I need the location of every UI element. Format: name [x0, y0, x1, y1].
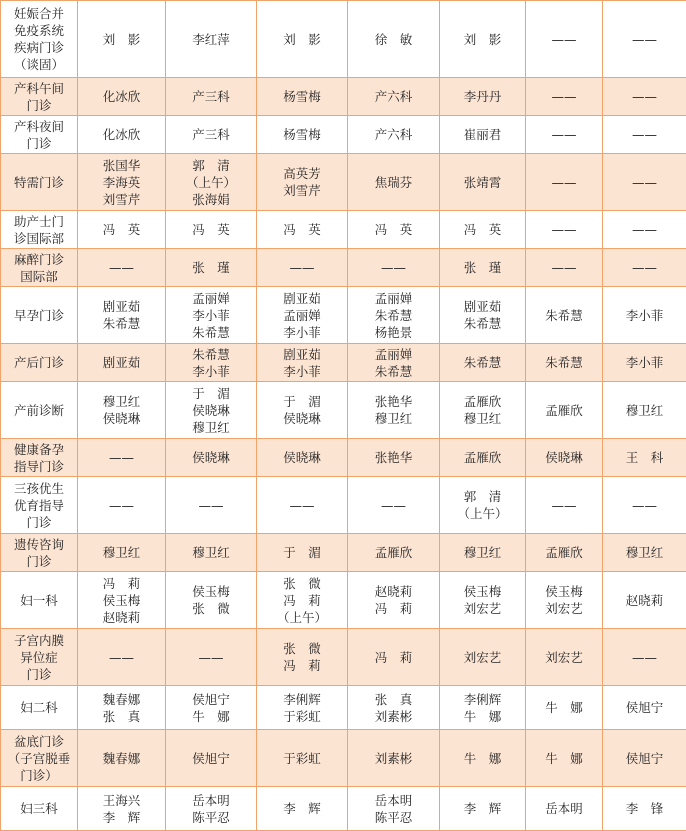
dept-name-cell: 盆底门诊 （子宫脱垂 门诊） — [1, 730, 78, 787]
doctor-cell: 岳本明 — [526, 787, 603, 831]
doctor-cell: 岳本明 陈平忍 — [166, 787, 257, 831]
table-row — [1, 78, 686, 116]
doctor-cell: 冯 莉 — [348, 629, 440, 686]
doctor-cell: 孟雁欣 — [348, 534, 440, 572]
dept-name-cell: 子宫内膜 异位症 门诊 — [1, 629, 78, 686]
doctor-cell: 剧亚茹 李小菲 — [257, 344, 348, 382]
doctor-cell: 产六科 — [348, 78, 440, 116]
doctor-cell: 李红萍 — [166, 1, 257, 78]
doctor-cell: 岳本明 陈平忍 — [348, 787, 440, 831]
doctor-cell: 于 湄 — [257, 534, 348, 572]
doctor-cell: 侯晓琳 — [166, 439, 257, 477]
doctor-cell: 杨雪梅 — [257, 116, 348, 154]
doctor-cell: 冯 英 — [440, 211, 526, 249]
doctor-cell: 张 瑾 — [440, 249, 526, 287]
doctor-cell: 化冰欣 — [78, 78, 166, 116]
table-row — [1, 439, 686, 477]
doctor-cell: 张艳华 穆卫红 — [348, 382, 440, 439]
doctor-cell: 朱希慧 — [526, 344, 603, 382]
doctor-cell: —— — [166, 477, 257, 534]
doctor-cell: —— — [603, 154, 686, 211]
table-row — [1, 249, 686, 287]
doctor-cell: 张国华 李海英 刘雪芹 — [78, 154, 166, 211]
doctor-cell: 朱希慧 李小菲 — [166, 344, 257, 382]
doctor-cell: 朱希慧 — [440, 344, 526, 382]
doctor-cell: 产六科 — [348, 116, 440, 154]
doctor-cell: 张艳华 — [348, 439, 440, 477]
doctor-cell: 赵晓莉 冯 莉 — [348, 572, 440, 629]
table-row — [1, 344, 686, 382]
doctor-cell: 魏春娜 张 真 — [78, 686, 166, 730]
doctor-cell: 穆卫红 侯晓琳 — [78, 382, 166, 439]
dept-name-cell: 产科夜间 门诊 — [1, 116, 78, 154]
table-row — [1, 116, 686, 154]
doctor-cell: —— — [603, 116, 686, 154]
dept-name-cell: 产后门诊 — [1, 344, 78, 382]
doctor-cell: 崔丽君 — [440, 116, 526, 154]
doctor-cell: —— — [78, 439, 166, 477]
doctor-cell: 侯玉梅 刘宏艺 — [440, 572, 526, 629]
table-row — [1, 211, 686, 249]
doctor-cell: 高英芳 刘雪芹 — [257, 154, 348, 211]
doctor-cell: 孟丽婵 朱希慧 — [348, 344, 440, 382]
doctor-cell: —— — [348, 477, 440, 534]
doctor-cell: 穆卫红 — [78, 534, 166, 572]
doctor-cell: 魏春娜 — [78, 730, 166, 787]
doctor-cell: 张 真 刘素彬 — [348, 686, 440, 730]
dept-name-cell: 健康备孕 指导门诊 — [1, 439, 78, 477]
doctor-cell: 孟雁欣 穆卫红 — [440, 382, 526, 439]
doctor-cell: 张靖霄 — [440, 154, 526, 211]
doctor-cell: —— — [526, 477, 603, 534]
doctor-cell: 穆卫红 — [603, 382, 686, 439]
doctor-cell: 牛 娜 — [526, 730, 603, 787]
doctor-cell: 冯 英 — [348, 211, 440, 249]
doctor-cell: —— — [526, 249, 603, 287]
doctor-cell: 侯晓琳 — [526, 439, 603, 477]
dept-name-cell: 妇三科 — [1, 787, 78, 831]
doctor-cell: 刘 影 — [440, 1, 526, 78]
doctor-cell: 侯晓琳 — [257, 439, 348, 477]
dept-name-cell: 产科午间 门诊 — [1, 78, 78, 116]
doctor-cell: 孟雁欣 — [526, 534, 603, 572]
doctor-cell: 剧亚茹 — [78, 344, 166, 382]
doctor-cell: 李小菲 — [603, 287, 686, 344]
doctor-cell: 于 湄 侯晓琳 — [257, 382, 348, 439]
doctor-cell: —— — [526, 211, 603, 249]
doctor-cell: 徐 敏 — [348, 1, 440, 78]
table-row — [1, 534, 686, 572]
doctor-cell: 李 辉 — [440, 787, 526, 831]
doctor-cell: —— — [526, 116, 603, 154]
doctor-cell: —— — [166, 629, 257, 686]
doctor-cell: 李俐辉 于彩虹 — [257, 686, 348, 730]
doctor-cell: 化冰欣 — [78, 116, 166, 154]
doctor-cell: 侯旭宁 — [603, 730, 686, 787]
table-row — [1, 572, 686, 629]
table-row — [1, 287, 686, 344]
doctor-cell: 冯 英 — [257, 211, 348, 249]
doctor-cell: 冯 英 — [166, 211, 257, 249]
doctor-cell: —— — [526, 78, 603, 116]
dept-name-cell: 助产士门 诊国际部 — [1, 211, 78, 249]
doctor-cell: —— — [257, 477, 348, 534]
doctor-cell: 张 微 冯 莉 — [257, 629, 348, 686]
dept-name-cell: 早孕门诊 — [1, 287, 78, 344]
dept-name-cell: 妊娠合并 免疫系统 疾病门诊 （谈固） — [1, 1, 78, 78]
doctor-cell: 于 湄 侯晓琳 穆卫红 — [166, 382, 257, 439]
doctor-cell: 产三科 — [166, 78, 257, 116]
doctor-cell: 冯 英 — [78, 211, 166, 249]
table-row — [1, 154, 686, 211]
dept-name-cell: 麻醉门诊 国际部 — [1, 249, 78, 287]
doctor-cell: —— — [603, 629, 686, 686]
doctor-cell: 孟丽婵 朱希慧 杨艳景 — [348, 287, 440, 344]
table-row — [1, 629, 686, 686]
doctor-cell: 剧亚茹 朱希慧 — [78, 287, 166, 344]
doctor-cell: 刘 影 — [257, 1, 348, 78]
doctor-cell: 侯旭宁 — [603, 686, 686, 730]
doctor-cell: 侯玉梅 张 微 — [166, 572, 257, 629]
doctor-cell: 侯旭宁 — [166, 730, 257, 787]
doctor-cell: 刘宏艺 — [440, 629, 526, 686]
doctor-cell: 穆卫红 — [603, 534, 686, 572]
dept-name-cell: 遗传咨询 门诊 — [1, 534, 78, 572]
table-row — [1, 382, 686, 439]
dept-name-cell: 妇二科 — [1, 686, 78, 730]
doctor-cell: 穆卫红 — [166, 534, 257, 572]
doctor-cell: 冯 莉 侯玉梅 赵晓莉 — [78, 572, 166, 629]
doctor-cell: 剧亚茹 朱希慧 — [440, 287, 526, 344]
doctor-cell: 李 辉 — [257, 787, 348, 831]
dept-name-cell: 产前诊断 — [1, 382, 78, 439]
doctor-cell: 李丹丹 — [440, 78, 526, 116]
doctor-cell: 焦瑞芬 — [348, 154, 440, 211]
table-row — [1, 477, 686, 534]
doctor-cell: 剧亚茹 孟丽婵 李小菲 — [257, 287, 348, 344]
doctor-cell: —— — [603, 78, 686, 116]
schedule-body — [1, 1, 686, 831]
doctor-cell: —— — [78, 249, 166, 287]
doctor-cell: —— — [257, 249, 348, 287]
doctor-cell: 产三科 — [166, 116, 257, 154]
doctor-cell: 孟丽婵 李小菲 朱希慧 — [166, 287, 257, 344]
doctor-cell: —— — [603, 211, 686, 249]
doctor-cell: 张 瑾 — [166, 249, 257, 287]
doctor-cell: 孟雁欣 — [526, 382, 603, 439]
doctor-cell: 李 锋 — [603, 787, 686, 831]
doctor-cell: 刘宏艺 — [526, 629, 603, 686]
dept-name-cell: 妇一科 — [1, 572, 78, 629]
doctor-cell: 郭 清 （上午） 张海娟 — [166, 154, 257, 211]
doctor-cell: —— — [526, 154, 603, 211]
doctor-cell: 牛 娜 — [440, 730, 526, 787]
doctor-cell: —— — [78, 477, 166, 534]
doctor-cell: —— — [603, 1, 686, 78]
table-row — [1, 1, 686, 78]
doctor-cell: 于彩虹 — [257, 730, 348, 787]
doctor-cell: 侯旭宁 牛 娜 — [166, 686, 257, 730]
table-row — [1, 686, 686, 730]
doctor-cell: —— — [526, 1, 603, 78]
doctor-cell: 王 科 — [603, 439, 686, 477]
doctor-cell: —— — [78, 629, 166, 686]
table-row — [1, 787, 686, 831]
doctor-cell: —— — [603, 249, 686, 287]
doctor-cell: 穆卫红 — [440, 534, 526, 572]
table-row — [1, 730, 686, 787]
doctor-cell: 孟雁欣 — [440, 439, 526, 477]
doctor-cell: 王海兴 李 辉 — [78, 787, 166, 831]
doctor-cell: 张 微 冯 莉 （上午） — [257, 572, 348, 629]
doctor-cell: 牛 娜 — [526, 686, 603, 730]
doctor-cell: —— — [603, 477, 686, 534]
doctor-cell: 赵晓莉 — [603, 572, 686, 629]
doctor-cell: 侯玉梅 刘宏艺 — [526, 572, 603, 629]
doctor-cell: 郭 清 （上午） — [440, 477, 526, 534]
doctor-cell: 李俐辉 牛 娜 — [440, 686, 526, 730]
doctor-cell: 李小菲 — [603, 344, 686, 382]
dept-name-cell: 三孩优生 优育指导 门诊 — [1, 477, 78, 534]
dept-name-cell: 特需门诊 — [1, 154, 78, 211]
doctor-cell: 刘素彬 — [348, 730, 440, 787]
doctor-cell: 杨雪梅 — [257, 78, 348, 116]
doctor-cell: —— — [348, 249, 440, 287]
doctor-cell: 朱希慧 — [526, 287, 603, 344]
doctor-cell: 刘 影 — [78, 1, 166, 78]
